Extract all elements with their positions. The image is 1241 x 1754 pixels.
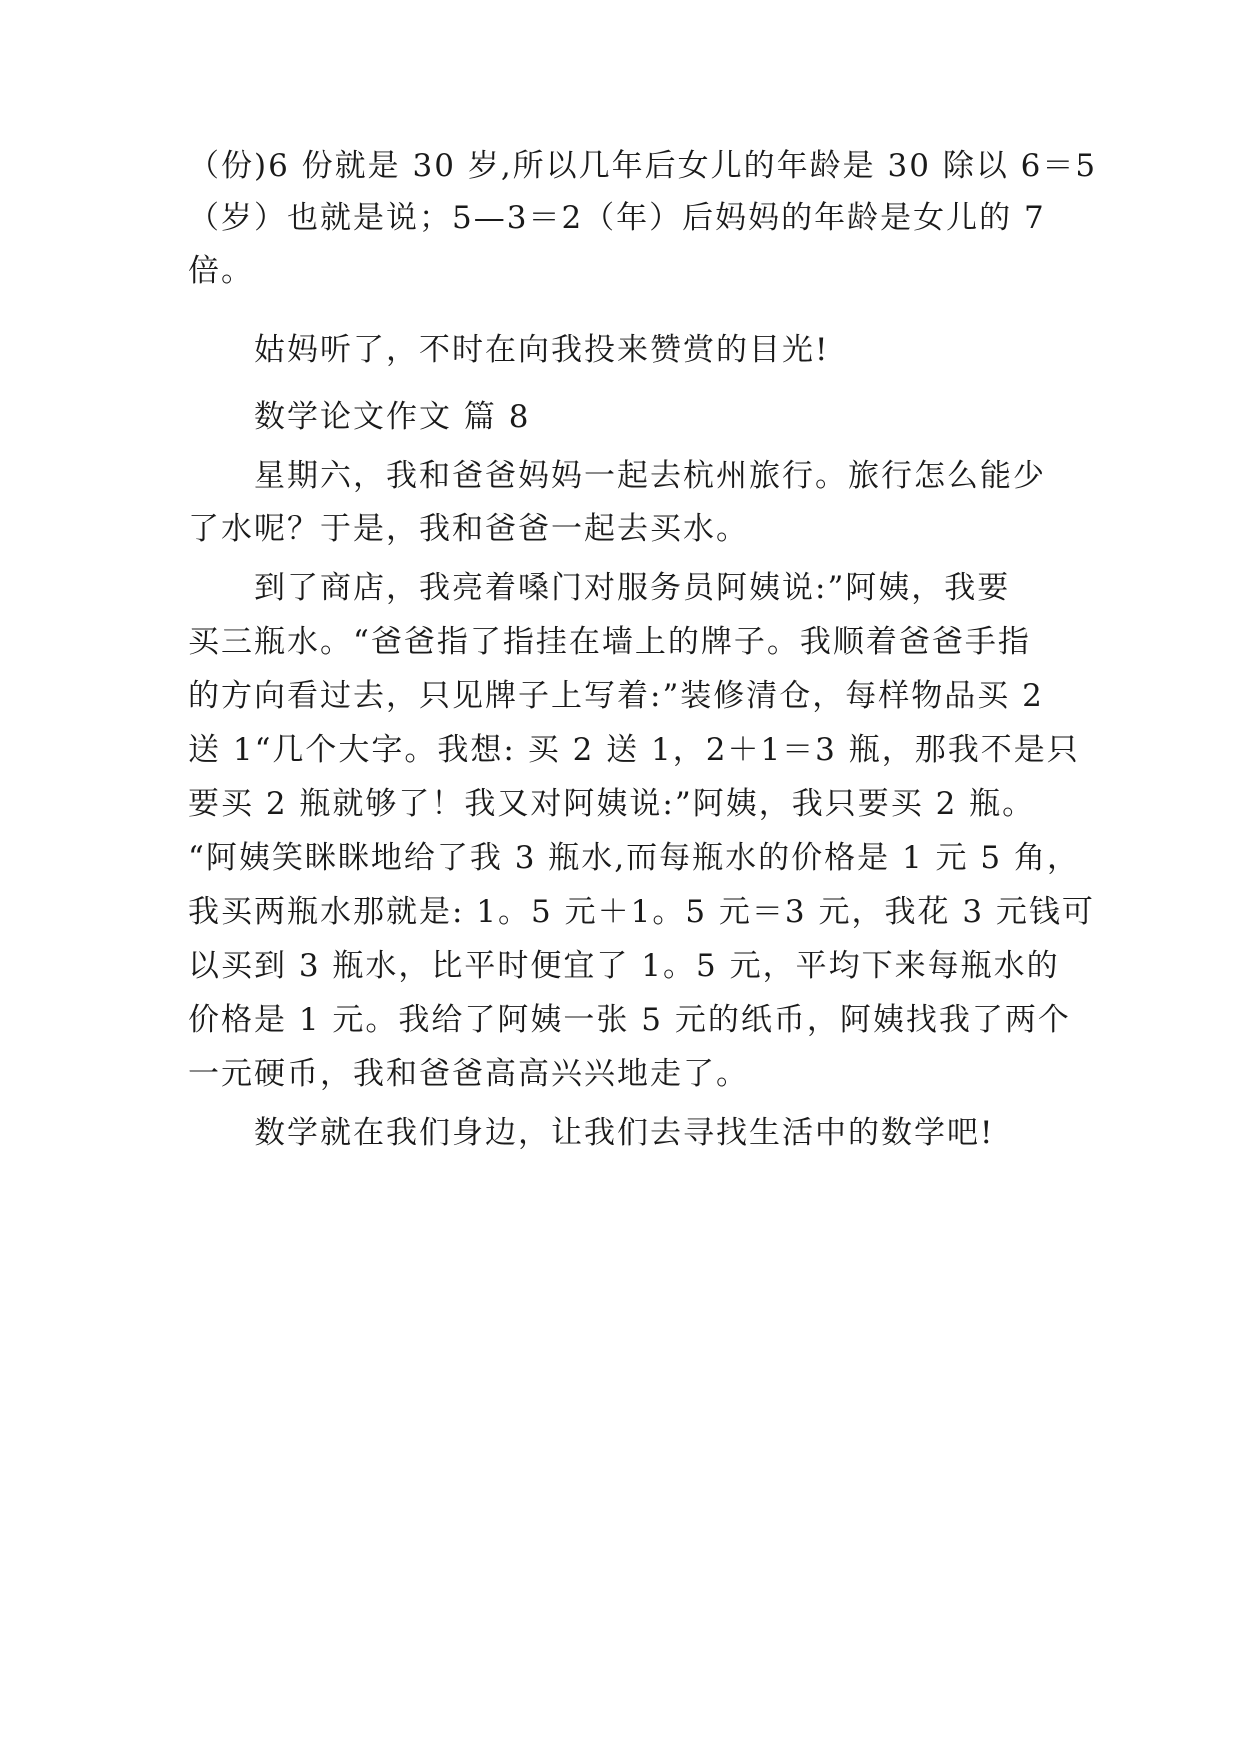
text-line: 了水呢？于是，我和爸爸一起去买水。 [188, 511, 749, 547]
paragraph-line: 数学就在我们身边，让我们去寻找生活中的数学吧! [254, 1115, 995, 1151]
text-line: （岁）也就是说；5—3＝2（年）后妈妈的年龄是女儿的 7 [188, 200, 1046, 236]
text-line: 买三瓶水。“爸爸指了指挂在墙上的牌子。我顺着爸爸手指 [188, 624, 1031, 660]
text-line: 以买到 3 瓶水，比平时便宜了 1。5 元，平均下来每瓶水的 [188, 948, 1060, 984]
text-line: （份)6 份就是 30 岁,所以几年后女儿的年龄是 30 除以 6＝5 [188, 148, 1098, 184]
text-line: 价格是 1 元。我给了阿姨一张 5 元的纸币，阿姨找我了两个 [188, 1002, 1071, 1038]
section-heading: 数学论文作文 篇 8 [254, 399, 531, 435]
text-line: 一元硬币，我和爸爸高高兴兴地走了。 [188, 1056, 749, 1092]
paragraph-line: 到了商店，我亮着嗓门对服务员阿姨说:”阿姨，我要 [254, 570, 1011, 606]
paragraph-line: 姑妈听了，不时在向我投来赞赏的目光! [254, 332, 830, 368]
text-line: 要买 2 瓶就够了！我又对阿姨说:”阿姨，我只要买 2 瓶。 [188, 786, 1036, 822]
text-line: 我买两瓶水那就是: 1。5 元＋1。5 元＝3 元，我花 3 元钱可 [188, 894, 1095, 930]
text-line: 倍。 [188, 253, 254, 289]
paragraph-line: 星期六，我和爸爸妈妈一起去杭州旅行。旅行怎么能少 [254, 458, 1046, 494]
text-line: 送 1“几个大字。我想: 买 2 送 1，2＋1＝3 瓶，那我不是只 [188, 732, 1080, 768]
text-line: 的方向看过去，只见牌子上写着:”装修清仓，每样物品买 2 [188, 678, 1044, 714]
text-line: “阿姨笑眯眯地给了我 3 瓶水,而每瓶水的价格是 1 元 5 角， [188, 840, 1080, 876]
